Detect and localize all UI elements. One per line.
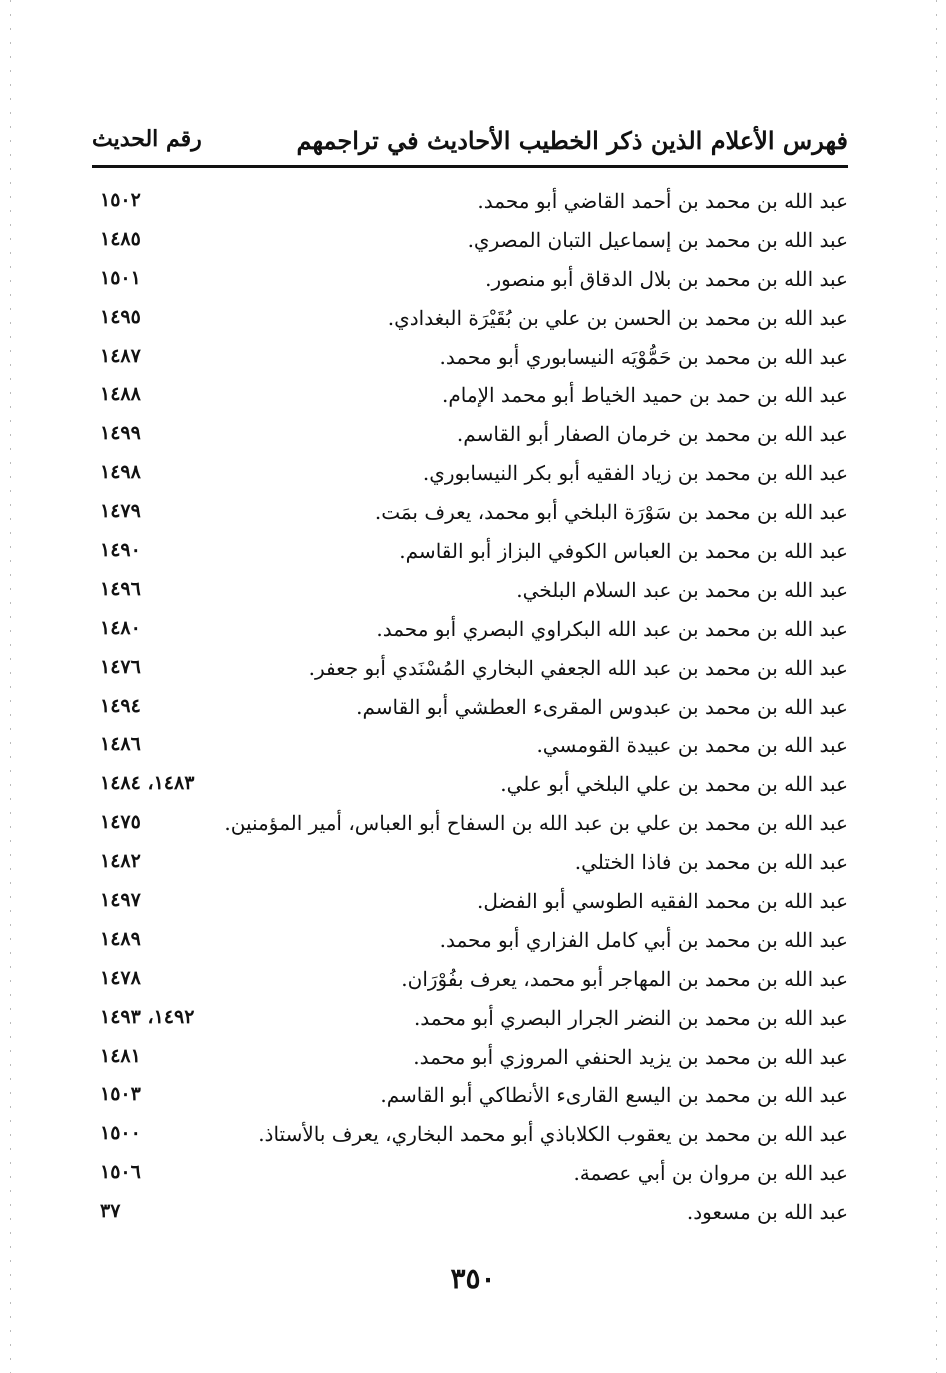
index-entry <box>92 652 848 691</box>
entry-name: عبد الله بن محمد بن إسماعيل التبان المصري. <box>467 227 848 252</box>
entry-hadith-number: ١٥٠٢ <box>100 189 141 211</box>
index-entry <box>92 729 848 768</box>
entry-hadith-number: ١٤٩٥ <box>100 305 141 328</box>
index-entry <box>92 574 848 613</box>
margin-dots-right <box>936 0 937 1373</box>
entry-name: عبد الله بن محمد بن عبدوس المقرىء العطشي أبو القاسم. <box>356 694 848 719</box>
entry-hadith-number: ١٤٩٩ <box>100 422 141 445</box>
entry-hadith-number: ١٤٨٢ <box>100 850 141 873</box>
page-number: ٣٥٠ <box>450 1262 496 1295</box>
index-entries <box>92 185 848 1235</box>
index-entry <box>92 1196 848 1235</box>
index-entry <box>92 535 848 574</box>
index-entry <box>92 768 848 807</box>
index-entry <box>92 418 848 457</box>
entry-hadith-number: ١٤٨٠ <box>100 616 141 639</box>
entry-hadith-number: ١٥٠١ <box>100 266 141 289</box>
entry-name: عبد الله بن محمد بن الحسن بن علي بن بُقَيْرَة البغدادي. <box>387 305 848 330</box>
entry-hadith-number: ١٥٠٠ <box>100 1122 141 1145</box>
index-entry <box>92 613 848 652</box>
entry-name: عبد الله بن محمد بن حَمُّوْيَه النيسابوري أبو محمد. <box>439 344 848 369</box>
index-entry <box>92 341 848 380</box>
entry-name: عبد الله بن مسعود. <box>686 1200 848 1225</box>
index-entry <box>92 379 848 418</box>
entry-name: عبد الله بن محمد بن النضر الجرار البصري أبو محمد. <box>413 1005 848 1030</box>
entry-name: عبد الله بن محمد بن أبي كامل الفزاري أبو محمد. <box>439 927 848 952</box>
index-entry <box>92 963 848 1002</box>
entry-name: عبد الله بن محمد بن زياد الفقيه أبو بكر النيسابوري. <box>422 461 848 486</box>
index-entry <box>92 1079 848 1118</box>
entry-name: عبد الله بن محمد بن عبد السلام البلخي. <box>516 577 848 602</box>
index-entry <box>92 185 848 224</box>
entry-hadith-number: ١٥٠٣ <box>100 1083 141 1106</box>
index-entry <box>92 924 848 963</box>
index-entry <box>92 1041 848 1080</box>
index-entry <box>92 496 848 535</box>
entry-hadith-number: ١٤٧٩ <box>100 500 141 523</box>
entry-name: عبد الله بن محمد بن العباس الكوفي البزاز أبو القاسم. <box>399 539 848 564</box>
entry-name: عبد الله بن محمد بن علي بن عبد الله بن السفاح أبو العباس، أمير المؤمنين. <box>224 811 848 836</box>
index-entry <box>92 263 848 302</box>
column-label-hadith-number: رقم الحديث <box>92 126 202 152</box>
entry-name: عبد الله بن مروان بن أبي عصمة. <box>573 1161 848 1186</box>
entry-name: عبد الله بن محمد بن اليسع القارىء الأنطاكي أبو القاسم. <box>380 1083 848 1108</box>
entry-hadith-number: ١٤٧٦ <box>100 655 141 678</box>
entry-name: عبد الله بن محمد بن يزيد الحنفي المروزي أبو محمد. <box>413 1044 848 1069</box>
entry-hadith-number: ١٤٨١ <box>100 1044 141 1067</box>
entry-name: عبد الله بن حمد بن حميد الخياط أبو محمد الإمام. <box>442 383 848 408</box>
index-entry <box>92 302 848 341</box>
entry-name: عبد الله بن محمد بن سَوْرَة البلخي أبو محمد، يعرف بمَت. <box>374 500 848 525</box>
index-entry <box>92 846 848 885</box>
page-title: فهرس الأعلام الذين ذكر الخطيب الأحاديث في تراجمهم <box>296 126 848 155</box>
index-entry <box>92 807 848 846</box>
entry-name: عبد الله بن محمد الفقيه الطوسي أبو الفضل. <box>477 889 848 914</box>
entry-hadith-number: ١٤٨٣، ١٤٨٤ <box>100 772 195 795</box>
entry-hadith-number: ١٤٩٢، ١٤٩٣ <box>100 1005 195 1028</box>
entry-hadith-number: ١٥٠٦ <box>100 1161 141 1184</box>
index-entry <box>92 691 848 730</box>
entry-hadith-number: ١٤٩٨ <box>100 461 141 484</box>
page-header <box>92 120 848 160</box>
index-entry <box>92 224 848 263</box>
entry-name: عبد الله بن محمد بن عبد الله البكراوي البصري أبو محمد. <box>376 616 848 641</box>
entry-name: عبد الله بن محمد بن عبيدة القومسي. <box>536 733 848 758</box>
entry-hadith-number: ١٤٩٦ <box>100 577 141 600</box>
entry-name: عبد الله بن محمد بن فاذا الختلي. <box>574 850 848 875</box>
entry-hadith-number: ١٤٨٧ <box>100 344 141 367</box>
entry-hadith-number: ١٤٧٨ <box>100 966 141 989</box>
entry-hadith-number: ٣٧ <box>100 1200 121 1223</box>
entry-hadith-number: ١٤٧٥ <box>100 811 141 834</box>
index-entry <box>92 1157 848 1196</box>
entry-hadith-number: ١٤٩٧ <box>100 889 141 912</box>
entry-hadith-number: ١٤٨٥ <box>100 227 141 250</box>
index-entry <box>92 885 848 924</box>
entry-hadith-number: ١٤٩٠ <box>100 539 141 562</box>
entry-name: عبد الله بن محمد بن المهاجر أبو محمد، يعرف بفُوْرَان. <box>401 966 848 991</box>
entry-hadith-number: ١٤٩٤ <box>100 694 141 717</box>
entry-name: عبد الله بن محمد بن يعقوب الكلاباذي أبو محمد البخاري، يعرف بالأستاذ. <box>258 1122 848 1147</box>
entry-name: عبد الله بن محمد بن خرمان الصفار أبو القاسم. <box>456 422 848 447</box>
entry-hadith-number: ١٤٨٩ <box>100 927 141 950</box>
index-entry <box>92 1118 848 1157</box>
entry-name: عبد الله بن محمد بن بلال الدقاق أبو منصور. <box>485 266 848 291</box>
entry-name: عبد الله بن محمد بن عبد الله الجعفي البخاري المُسْنَدي أبو جعفر. <box>308 655 848 680</box>
entry-name: عبد الله بن محمد بن أحمد القاضي أبو محمد. <box>477 189 848 213</box>
entry-hadith-number: ١٤٨٦ <box>100 733 141 756</box>
header-rule <box>92 165 848 168</box>
index-entry <box>92 457 848 496</box>
index-entry <box>92 1002 848 1041</box>
entry-name: عبد الله بن محمد بن علي البلخي أبو علي. <box>500 772 848 797</box>
entry-hadith-number: ١٤٨٨ <box>100 383 141 406</box>
margin-dots-left <box>10 0 11 1373</box>
